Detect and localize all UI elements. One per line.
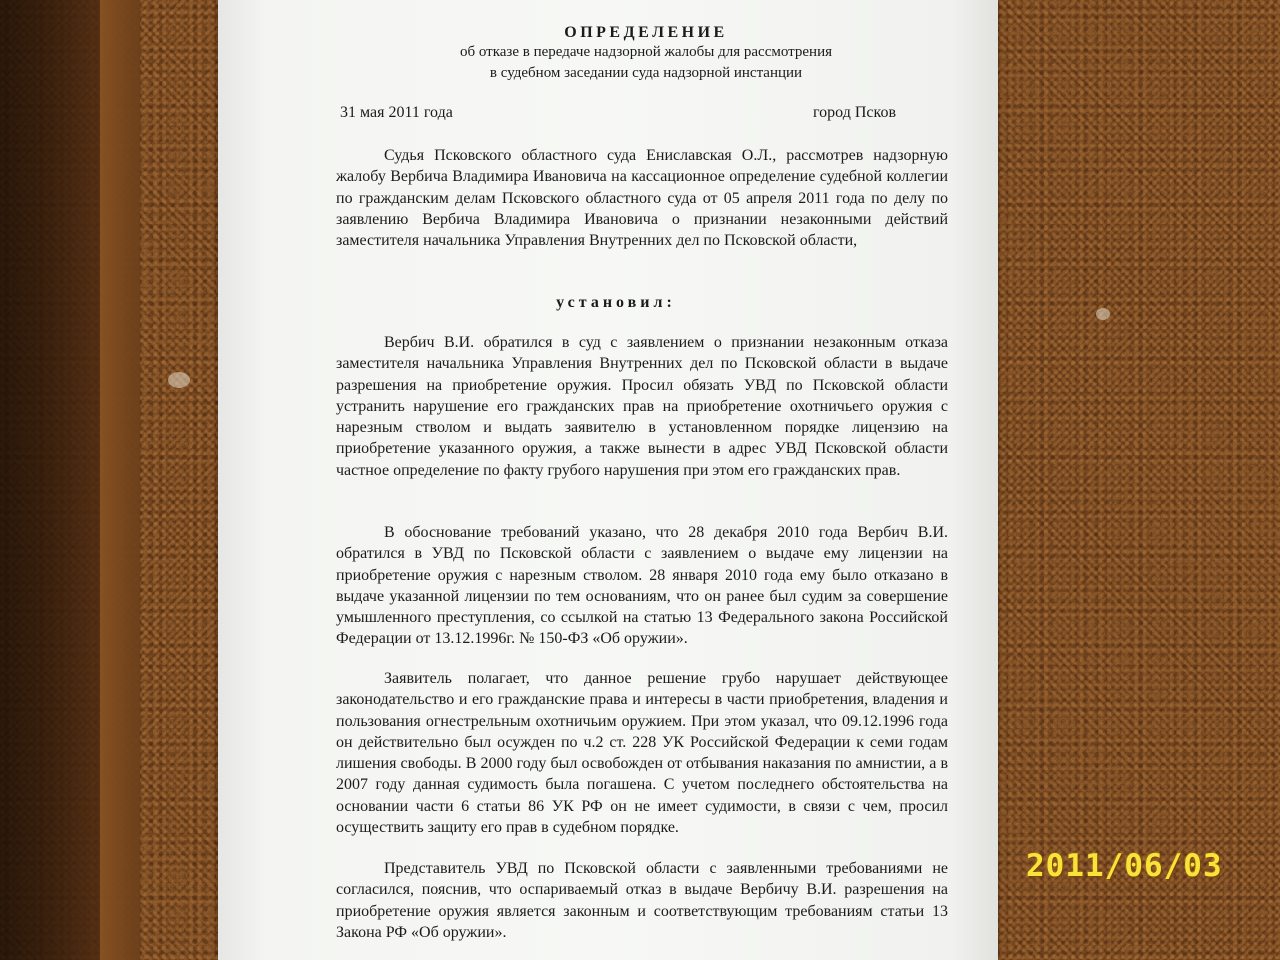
document-date: 31 мая 2011 года [340, 104, 453, 121]
intro-paragraph: Судья Псковского областного суда Ениславская О.Л., рассмотрев надзорную жалобу Вербича Владимира Ивановича на кассационное определение судебной коллегии по гражданским делам Псковского областного суда от 05 апреля 2011 года по делу по заявлению Вербича Владимира Ивановича о признании незаконными действий заместителя начальника Управления Внутренних дел по Псковской области, [336, 147, 948, 250]
fabric-spot [168, 372, 190, 388]
wooden-edge-highlight [100, 0, 140, 960]
document-title: ОПРЕДЕЛЕНИЕ [564, 24, 728, 41]
body-paragraph-3: Заявитель полагает, что данное решение грубо нарушает действующее законодательство и его гражданские права и интересы в части приобретения, владения и пользования огнестрельным охотничьим оружием. При этом указал, что 09.12.1996 года он действительно был осужден по ч.2 ст. 228 УК Российской Федерации к семи годам лишения свободы. В 2000 году был освобожден от отбывания наказания по амнистии, а в 2007 году данная судимость была погашена. С учетом последнего обстоятельства на основании части 6 статьи 86 УК РФ он не имеет судимости, в связи с чем, просил осуществить защиту его прав в судебном порядке. [336, 670, 948, 837]
document-subtitle [336, 42, 956, 84]
subtitle-line-1: об отказе в передаче надзорной жалобы для рассмотрения [459, 44, 833, 60]
body-paragraph-4: Представитель УВД по Псковской области с заявленными требованиями не согласился, пояснив, что оспариваемый отказ в выдаче Вербичу В.И. разрешения на приобретение оружия является законным и соответствующим требованиям статьи 13 Закона РФ «Об оружии». [336, 860, 948, 941]
fabric-spot [1096, 308, 1110, 320]
document-city: город Псков [812, 104, 896, 121]
body-paragraph-2: В обоснование требований указано, что 28 декабря 2010 года Вербич В.И. обратился в УВД по Псковской области с заявлением о выдаче ему лицензии на приобретение оружия с нарезным стволом. 28 января 2010 года ему было отказано в выдаче указанной лицензии по тем основаниям, что он ранее был судим за совершение умышленного преступления, со ссылкой на статью 13 Федерального закона Российской Федерации от 13.12.1996г. № 150-ФЗ «Об оружии». [336, 524, 948, 648]
photo-date-stamp: 2011/06/03 [1026, 848, 1223, 884]
subtitle-line-2: в судебном заседании суда надзорной инстанции [489, 65, 803, 81]
body-paragraph-1: Вербич В.И. обратился в суд с заявлением о признании незаконным отказа заместителя начальника Управления Внутренних дел по Псковской области в выдаче разрешения на приобретение оружия. Просил обязать УВД по Псковской области устранить нарушение его гражданских прав на приобретение охотничьего оружия с нарезным стволом и выдать заявителю в установленном порядке лицензию на приобретение указанного оружия, а также вынести в адрес УВД Псковской области частное определение по факту грубого нарушения при этом его гражданских прав. [336, 334, 948, 479]
section-heading: установил: [556, 294, 676, 311]
